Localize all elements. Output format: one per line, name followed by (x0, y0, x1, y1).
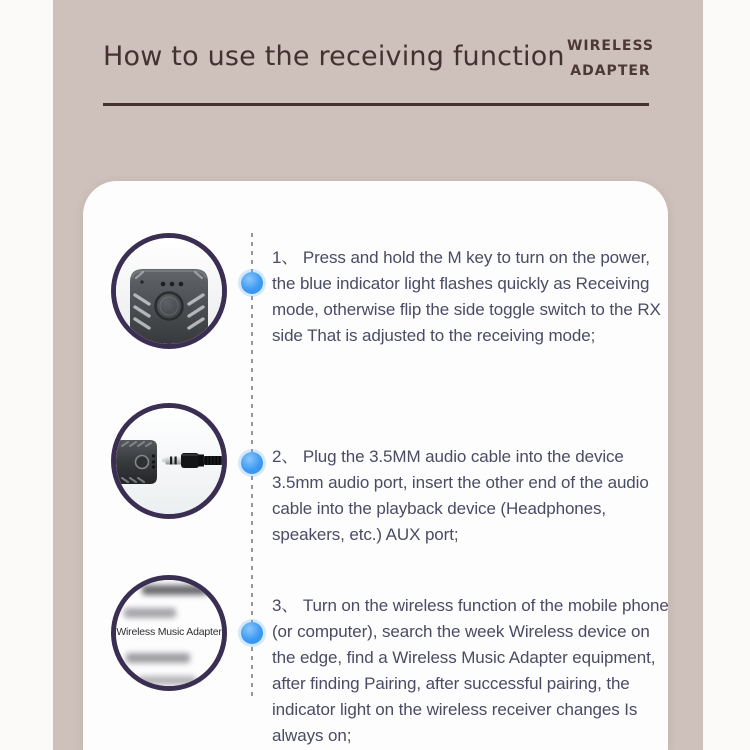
blurred-list-row (124, 608, 176, 618)
step1-instruction-text: 1、 Press and hold the M key to turn on the power, the blue indicator light flashes quickly as Receiving mode, otherwise flip the side toggle switch to the RX side That is adjusted to the receiving mode; (272, 248, 661, 345)
brand-label (553, 34, 668, 84)
step2-connector-dot (241, 452, 263, 474)
blurred-list-row (126, 653, 190, 663)
adapter-top-view-image (116, 238, 222, 344)
step3-connector-dot (241, 622, 263, 644)
page-title: How to use the receiving function (103, 41, 565, 72)
content-area (53, 0, 703, 750)
step1-connector-dot (241, 272, 263, 294)
step3-photo-circle (111, 575, 227, 691)
step2-instruction-text: 2、 Plug the 3.5MM audio cable into the device 3.5mm audio port, insert the other end of the audio cable into the playback device (Headphones, speakers, etc.) AUX port; (272, 447, 649, 544)
adapter-with-aux-plug-image (116, 408, 222, 514)
instruction-card (83, 181, 668, 750)
step3-instruction-text: 3、 Turn on the wireless function of the mobile phone (or computer), search the week Wireless device on the edge, find a Wireless Music Adapter equipment, after finding Pairing, after successful pairing, the indicator light on the wireless receiver changes Is always on; (272, 596, 669, 745)
phone-bluetooth-list-image (116, 580, 222, 686)
step2-photo-circle (111, 403, 227, 519)
brand-line-2: ADAPTER (570, 63, 651, 79)
bluetooth-device-name: Wireless Music Adapter (116, 626, 222, 638)
brand-line-1: WIRELESS (566, 38, 655, 54)
blurred-list-row (138, 676, 196, 685)
header-divider (103, 103, 649, 106)
step1-photo-circle (111, 233, 227, 349)
blurred-list-row (142, 585, 208, 595)
